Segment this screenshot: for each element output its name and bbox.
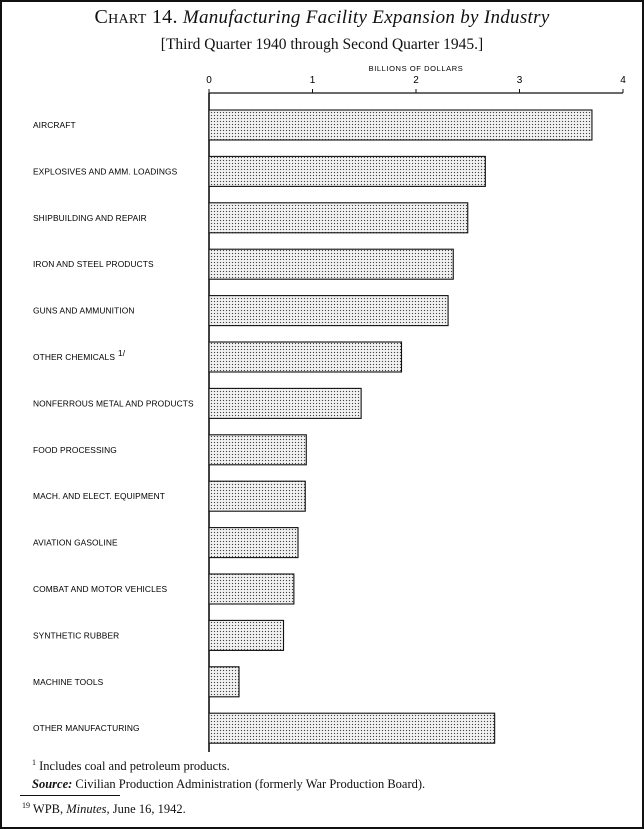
category-label: OTHER CHEMICALS bbox=[33, 352, 116, 362]
chart-subtitle: [Third Quarter 1940 through Second Quarter 1945.] bbox=[160, 36, 484, 53]
bar bbox=[209, 110, 592, 140]
bar bbox=[209, 203, 468, 233]
x-tick-label: 2 bbox=[413, 75, 419, 86]
chart-number: Chart 14. bbox=[94, 6, 178, 28]
x-tick-label: 3 bbox=[516, 75, 523, 86]
bar bbox=[209, 713, 495, 743]
bar bbox=[209, 667, 239, 697]
category-label: AVIATION GASOLINE bbox=[33, 537, 118, 548]
footnote-mark: 1 bbox=[32, 758, 36, 767]
category-label: NONFERROUS METAL AND PRODUCTS bbox=[33, 398, 194, 409]
bar bbox=[209, 296, 448, 326]
chart-title-text: Manufacturing Facility Expansion by Industry bbox=[182, 7, 550, 28]
footnote-rule bbox=[20, 795, 120, 796]
category-labels bbox=[33, 120, 194, 733]
source-text: Civilian Production Administration (formerly War Production Board). bbox=[75, 777, 426, 791]
category-label: GUNS AND AMMUNITION bbox=[33, 305, 135, 316]
reference-date: June 16, 1942. bbox=[112, 802, 186, 817]
x-tick-label: 0 bbox=[206, 75, 212, 86]
category-label: COMBAT AND MOTOR VEHICLES bbox=[33, 584, 168, 594]
bar bbox=[209, 249, 453, 279]
x-axis-title: BILLIONS OF DOLLARS bbox=[368, 64, 464, 73]
bar bbox=[209, 342, 402, 372]
footnote-text: Includes coal and petroleum products. bbox=[39, 759, 230, 774]
reference-note bbox=[22, 801, 186, 817]
bar bbox=[209, 156, 485, 186]
bar bbox=[209, 620, 284, 650]
reference-mark: 19 bbox=[22, 801, 30, 810]
bar bbox=[209, 528, 298, 558]
bar bbox=[209, 435, 306, 465]
x-tick-label: 1 bbox=[309, 75, 316, 86]
bar bbox=[209, 481, 305, 511]
bar bbox=[209, 388, 361, 418]
x-tick-label: 4 bbox=[620, 75, 626, 86]
category-label: MACHINE TOOLS bbox=[33, 676, 104, 687]
category-label: OTHER MANUFACTURING bbox=[33, 723, 140, 734]
reference-org: WPB, bbox=[32, 802, 64, 817]
category-label: IRON AND STEEL PRODUCTS bbox=[33, 259, 154, 270]
source-label: Source: bbox=[32, 777, 73, 791]
category-label: FOOD PROCESSING bbox=[33, 444, 117, 455]
source-line bbox=[32, 777, 425, 792]
category-label: SHIPBUILDING AND REPAIR bbox=[33, 212, 147, 223]
category-label: AIRCRAFT bbox=[33, 120, 76, 130]
footnote bbox=[32, 758, 230, 774]
category-label: SYNTHETIC RUBBER bbox=[33, 630, 120, 641]
category-footnote-mark: 1/ bbox=[118, 348, 126, 358]
bars bbox=[209, 110, 592, 743]
reference-title: Minutes, bbox=[66, 802, 110, 817]
category-label: EXPLOSIVES AND AMM. LOADINGS bbox=[33, 166, 178, 177]
category-label: MACH. AND ELECT. EQUIPMENT bbox=[33, 491, 165, 502]
bar bbox=[209, 574, 294, 604]
